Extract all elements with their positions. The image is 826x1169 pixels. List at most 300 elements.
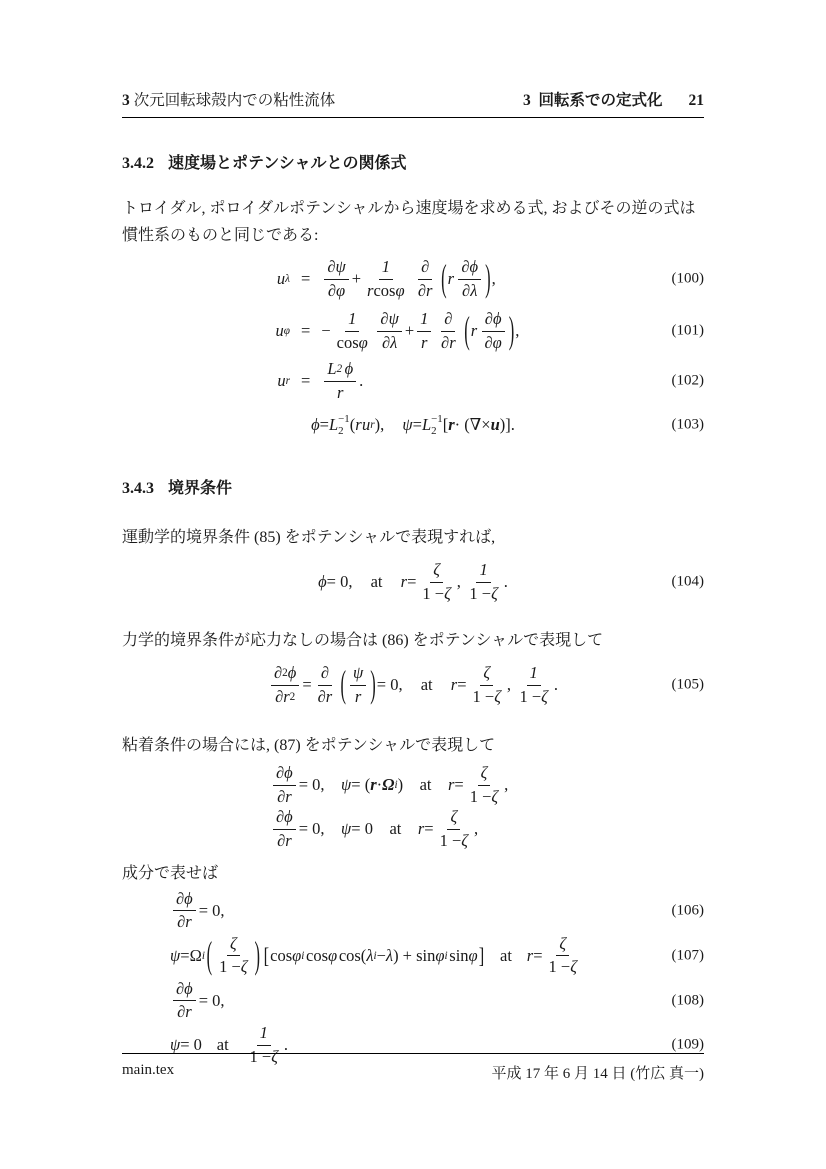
math-token: , (504, 775, 509, 795)
section-title: 境界条件 (168, 480, 233, 497)
math-token: ψ (341, 775, 352, 795)
math-token: r (447, 775, 455, 795)
page-number: 21 (688, 92, 704, 109)
math-token: u (277, 371, 286, 390)
math-token: at (500, 945, 512, 965)
math-token: ζ (480, 763, 488, 782)
math-token (273, 807, 296, 851)
math-token: L (327, 358, 337, 378)
math-token (431, 413, 443, 437)
math-token (334, 332, 371, 354)
paragraph-no-slip: 粘着条件の場合には, (87) をポテンシャルで表現して (122, 737, 496, 754)
math-token: ) (254, 932, 260, 977)
math-token: ζ (271, 1046, 278, 1066)
math-token: 1 (529, 662, 538, 682)
math-token: ( (349, 415, 356, 434)
math-token: 2 (336, 363, 343, 376)
equation-number: (106) (671, 902, 704, 919)
math-token: = 0, (198, 990, 225, 1010)
math-token: λ (385, 945, 394, 965)
math-token: r (447, 269, 455, 288)
math-token (318, 663, 332, 686)
math-token: 2 (431, 425, 437, 437)
math-token: ∂ (274, 662, 283, 682)
math-token: − (376, 945, 386, 965)
math-token: ζ (450, 807, 458, 827)
math-token (174, 1001, 195, 1023)
math-token (173, 889, 196, 933)
math-token: r (470, 321, 478, 340)
equation-number: (101) (671, 322, 704, 339)
math-token: Ω (189, 945, 202, 965)
math-token: 1 − (469, 786, 492, 806)
math-token (315, 686, 336, 708)
math-token (482, 309, 505, 353)
math-token (274, 830, 295, 852)
math-token: = (454, 775, 464, 795)
math-token (467, 763, 501, 807)
math-token (482, 332, 505, 354)
math-token: = (424, 819, 434, 839)
math-token (173, 889, 196, 912)
math-token: ζ (483, 662, 491, 682)
math-token: 1 − (519, 686, 542, 706)
math-token: i (373, 949, 377, 962)
math-token: ζ (444, 583, 451, 603)
math-token: . (503, 572, 508, 591)
math-token (417, 309, 431, 353)
equation-107 (122, 933, 704, 979)
math-token: ζ (229, 933, 237, 953)
math-token (364, 280, 408, 302)
math-token: r (526, 945, 534, 965)
math-token: ϕ (287, 662, 297, 682)
math-token (482, 309, 505, 332)
math-token (516, 686, 550, 708)
math-token: = 0, (376, 675, 403, 694)
math-token: ∂λ (381, 332, 398, 352)
math-token: 1 (348, 308, 357, 328)
math-token: ∂r (417, 280, 433, 300)
math-token: φ (292, 945, 302, 965)
math-token (419, 583, 453, 605)
math-token: cos (306, 945, 329, 965)
math-token (476, 560, 490, 583)
math-token: = (301, 269, 311, 288)
math-token: , (456, 572, 461, 591)
math-token (458, 257, 481, 280)
math-token: u (490, 415, 500, 434)
math-token (173, 979, 196, 1002)
math-token: φ (435, 945, 445, 965)
math-token: · ( (454, 415, 470, 434)
equation-number: (108) (671, 992, 704, 1009)
math-token (273, 763, 296, 807)
math-token (170, 979, 225, 1023)
math-token: 1 (479, 559, 488, 579)
math-token: ∂r (275, 686, 290, 706)
math-token: , (515, 321, 520, 340)
math-token: ( (340, 662, 347, 706)
math-token: . (283, 1035, 289, 1055)
section-title: 速度場とポテンシャルとの関係式 (168, 155, 407, 172)
math-token (556, 934, 569, 957)
math-token (324, 359, 356, 382)
math-token: at (370, 572, 383, 591)
equation-block-velocity-potential (122, 253, 704, 445)
math-token (315, 663, 336, 707)
math-token: cos (373, 280, 396, 300)
math-token: 2 (289, 690, 296, 703)
equation-number: (100) (671, 270, 704, 287)
math-token: ∂ϕ (176, 978, 193, 998)
math-token: ( (206, 932, 213, 977)
math-token (345, 309, 359, 332)
math-token (418, 257, 432, 280)
math-token: ζ (491, 583, 498, 603)
math-token (340, 663, 377, 707)
math-token (206, 934, 261, 978)
paragraph-intro-line2: 慣性系のものと同じである: (122, 227, 319, 244)
math-token: r (370, 419, 375, 431)
math-token: ζ (433, 559, 440, 579)
math-token: ζ (491, 786, 499, 806)
math-token (273, 763, 296, 786)
math-token (459, 280, 480, 302)
math-token: L (421, 415, 432, 434)
math-token (478, 763, 491, 786)
math-token (122, 321, 290, 341)
math-token: ∂ψ (380, 308, 399, 328)
math-token: 1 (381, 256, 390, 276)
math-token: r (337, 382, 344, 402)
math-token (350, 663, 366, 686)
math-token: = (319, 415, 329, 434)
math-token: ψ (341, 819, 352, 839)
math-token: . (553, 675, 558, 694)
math-token: = (533, 945, 543, 965)
math-token (379, 332, 400, 354)
math-token: ∂ (421, 256, 430, 276)
math-token (437, 830, 471, 852)
math-token: − (321, 321, 331, 340)
math-token (415, 280, 436, 302)
math-token (216, 956, 250, 978)
math-token: ) (485, 256, 491, 300)
math-token: u (361, 415, 371, 434)
math-token: ∂ (444, 308, 453, 328)
page-footer (122, 1053, 704, 1083)
math-token: ζ (570, 957, 577, 977)
footer-filename: main.tex (122, 1062, 175, 1078)
math-token: ψ (170, 945, 181, 965)
math-token (527, 663, 541, 686)
math-token: 1 − (249, 1046, 272, 1066)
math-token: 2 (338, 425, 344, 437)
math-token: ϕ (318, 572, 327, 591)
math-token: ∂ (320, 662, 329, 682)
math-token: ] (478, 942, 485, 968)
math-token (122, 269, 290, 289)
math-token: φ (283, 325, 290, 337)
equation-block-components (122, 889, 704, 1068)
math-token (334, 382, 346, 404)
paragraph-intro-line1: トロイダル, ポロイダルポテンシャルから速度場を求める式, およびその逆の式は (122, 200, 696, 217)
math-token: at (216, 1035, 229, 1055)
math-token (438, 309, 459, 353)
math-token: ∂ϕ (176, 888, 193, 908)
math-token (334, 309, 371, 353)
equation-number: (105) (671, 676, 704, 693)
section-heading-3-4-3 (122, 475, 704, 498)
equation-noslip-inner (122, 763, 704, 807)
equation-108 (122, 979, 704, 1023)
math-token: L (328, 415, 339, 434)
math-token: ψ (170, 1035, 181, 1055)
math-token (227, 934, 240, 957)
equation-noslip-outer (122, 807, 704, 851)
math-token: i (301, 949, 305, 962)
math-token: = 0 (180, 1035, 202, 1055)
math-token: ∂r (177, 1002, 192, 1022)
running-head-section-title: 回転系での定式化 (538, 92, 663, 109)
math-token: = (180, 945, 190, 965)
math-token (438, 332, 459, 354)
math-token: ∂ϕ (461, 256, 479, 276)
math-token: = (407, 572, 417, 591)
math-token (516, 663, 550, 707)
math-token (440, 257, 491, 301)
math-token: ∂λ (462, 280, 478, 300)
math-token (272, 686, 298, 708)
math-token: = 0, (298, 775, 325, 795)
math-token: ∂ϕ (276, 807, 293, 827)
math-token (467, 786, 501, 808)
math-token: ζ (240, 957, 248, 977)
math-token (441, 309, 455, 332)
equation-106 (122, 889, 704, 933)
math-token: = (412, 415, 422, 434)
math-token: cos (336, 332, 359, 352)
math-token: = 0, (198, 900, 225, 920)
math-token: ∂r (277, 786, 292, 806)
math-token: Ω (382, 775, 395, 795)
math-token (437, 807, 471, 851)
math-token: i (444, 949, 448, 962)
math-token: ζ (461, 830, 468, 850)
math-token: [ (263, 942, 270, 968)
math-token: at (389, 819, 402, 839)
math-token (470, 686, 504, 708)
math-token: cos (270, 945, 293, 965)
math-token (216, 934, 250, 978)
math-token: λ (366, 945, 374, 965)
math-token: ), (374, 415, 385, 434)
math-token (321, 309, 519, 353)
math-token (173, 979, 196, 1023)
math-token: 1 − (422, 583, 445, 603)
math-token (324, 257, 348, 280)
math-token: = (302, 675, 312, 694)
math-token (273, 807, 296, 830)
math-token (418, 332, 430, 354)
math-token (271, 663, 299, 707)
math-token: ϕ (344, 358, 354, 378)
math-token (377, 309, 401, 332)
math-token: ∇× (469, 415, 491, 434)
math-token (466, 560, 500, 604)
equation-102 (122, 357, 704, 405)
running-head-left (122, 88, 335, 110)
running-head (122, 88, 704, 118)
math-token: u (275, 321, 284, 340)
equation-number: (102) (671, 372, 704, 389)
math-token: ∂ϕ (484, 308, 502, 328)
math-token (364, 257, 408, 301)
math-token (311, 413, 515, 437)
math-token: ϕ (311, 415, 320, 434)
math-token: φ (468, 945, 478, 965)
math-token (338, 413, 350, 437)
math-token: 1 − (469, 583, 492, 603)
math-token (377, 309, 401, 353)
math-token: r (370, 775, 377, 795)
math-token (470, 663, 504, 707)
equation-103 (122, 405, 704, 445)
math-token: ( (464, 308, 470, 352)
math-token: ∂ψ (327, 256, 346, 276)
equation-100 (122, 253, 704, 305)
math-token: at (420, 675, 433, 694)
equation-number: (107) (671, 947, 704, 964)
math-token (270, 807, 478, 851)
equation-number: (104) (671, 573, 704, 590)
math-token: = (457, 675, 467, 694)
math-token (174, 911, 195, 933)
math-token: = ( (351, 775, 371, 795)
math-token: r (354, 686, 362, 706)
math-token: r (450, 675, 458, 694)
math-token: φ (328, 945, 338, 965)
equation-block-no-slip (122, 763, 704, 852)
math-token: i (201, 949, 205, 962)
paragraph-kinematic: 運動学的境界条件 (85) をポテンシャルで表現すれば, (122, 529, 496, 546)
paragraph-stress-free: 力学的境界条件が応力なしの場合は (86) をポテンシャルで表現して (122, 632, 604, 649)
math-token: , (491, 269, 496, 288)
math-token (271, 663, 299, 686)
math-token: ∂r (441, 332, 456, 352)
math-token: ∂r (177, 912, 192, 932)
math-token: ∂ϕ (276, 763, 293, 782)
math-token: ) (397, 775, 404, 795)
math-token: φ (358, 332, 368, 352)
math-token (170, 934, 583, 978)
math-token: 1 − (548, 957, 571, 977)
math-token: , (506, 675, 512, 694)
math-token: = 0, (326, 572, 353, 591)
math-token: 1 − (472, 686, 495, 706)
math-token: 1 (259, 1023, 268, 1042)
math-token (274, 786, 295, 808)
math-token (318, 560, 508, 604)
math-token: = 0 (351, 819, 373, 839)
math-token: r (421, 332, 428, 352)
math-token: ζ (559, 933, 567, 953)
math-token: = 0, (298, 819, 325, 839)
math-token: ∂φ (327, 280, 346, 300)
math-token (379, 257, 393, 280)
math-token (546, 934, 580, 978)
math-token: ζ (494, 686, 501, 706)
math-token: . (359, 371, 364, 390)
math-token: u (276, 269, 286, 288)
section-number: 3.4.2 (122, 155, 154, 172)
running-head-right (523, 88, 704, 110)
document-page (122, 88, 704, 1067)
math-token (480, 663, 493, 686)
equation-105 (122, 660, 704, 710)
math-token (447, 807, 460, 830)
math-token: r (417, 819, 425, 839)
math-token: −1 (431, 412, 443, 425)
math-token (321, 257, 495, 301)
equation-101 (122, 305, 704, 357)
math-token (546, 956, 580, 978)
math-token: 1 − (219, 957, 241, 977)
math-token: )]. (499, 415, 515, 434)
math-token: ) + sin (393, 945, 436, 965)
math-token: at (419, 775, 432, 795)
equation-number: (109) (671, 1036, 704, 1053)
math-token (270, 763, 508, 807)
footer-date-author: 平成 17 年 6 月 14 日 (竹広 真一) (491, 1066, 704, 1082)
math-token: ∂r (277, 830, 292, 850)
math-token (463, 309, 515, 353)
math-token (257, 1023, 271, 1046)
math-token (458, 257, 481, 301)
math-token (466, 583, 500, 605)
math-token: ) (370, 662, 376, 706)
math-token (430, 560, 443, 583)
math-token: + (404, 321, 415, 340)
math-token: ) (508, 308, 515, 352)
math-token: φ (395, 280, 405, 300)
math-token (325, 280, 348, 302)
math-token: ψ (353, 662, 364, 682)
math-token: , (473, 819, 479, 839)
math-token: r (367, 280, 374, 300)
math-token (417, 309, 431, 332)
math-token: r (400, 572, 408, 591)
math-token (324, 359, 356, 403)
math-token: ζ (541, 686, 548, 706)
math-token (321, 359, 363, 403)
math-token: ∂φ (484, 332, 502, 352)
math-token (350, 663, 366, 707)
math-token: + (351, 269, 362, 288)
math-token: ( (441, 256, 447, 300)
section-number: 3.4.3 (122, 480, 154, 497)
math-token: r (285, 375, 290, 387)
running-head-left-number: 3 (122, 92, 130, 109)
math-token (170, 889, 225, 933)
math-token (324, 257, 348, 301)
math-token: 2 (282, 667, 288, 680)
math-token (263, 942, 486, 968)
math-token (122, 371, 290, 391)
math-token: 1 − (439, 830, 462, 850)
math-token: ψ (402, 415, 413, 434)
